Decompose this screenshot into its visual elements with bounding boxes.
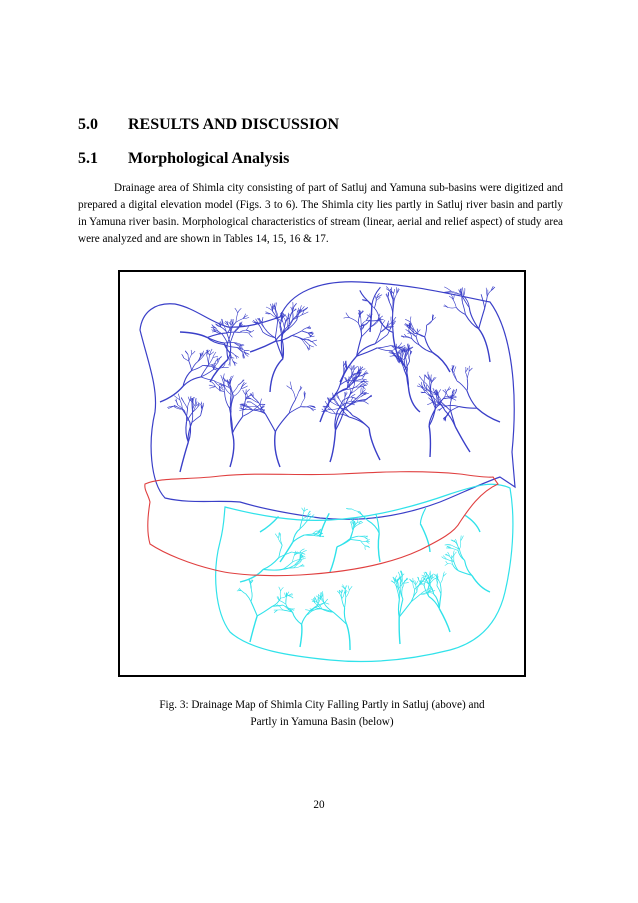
stream-segment — [250, 616, 257, 642]
stream-segment — [479, 308, 485, 329]
stream-segment — [292, 552, 300, 553]
stream-segment — [451, 295, 453, 300]
stream-segment — [398, 343, 402, 347]
stream-segment — [342, 599, 345, 608]
stream-segment — [238, 308, 242, 313]
stream-segment — [408, 387, 420, 412]
stream-segment — [302, 508, 304, 512]
stream-segment — [427, 402, 433, 405]
stream-segment — [332, 385, 340, 398]
stream-segment — [425, 325, 427, 337]
stream-segment — [260, 399, 262, 405]
stream-segment — [349, 586, 352, 590]
basin-divide-line — [145, 472, 498, 576]
subsection-number: 5.1 — [78, 150, 98, 167]
stream-segment — [263, 558, 279, 570]
stream-segment — [418, 330, 420, 333]
stream-segment — [335, 400, 340, 408]
figure-caption — [118, 697, 526, 731]
stream-segment — [249, 333, 253, 337]
stream-segment — [189, 361, 192, 371]
stream-segment — [230, 433, 234, 467]
figure-caption-line-1: Fig. 3: Drainage Map of Shimla City Falling Partly in Satluj (above) and — [159, 699, 485, 711]
stream-segment — [431, 375, 432, 382]
stream-segment — [240, 332, 249, 333]
stream-segment — [180, 442, 188, 472]
stream-segment — [302, 328, 307, 331]
stream-segment — [469, 368, 472, 371]
stream-segment — [350, 318, 359, 323]
stream-segment — [467, 379, 468, 391]
stream-segment — [246, 327, 248, 331]
body-paragraph: Drainage area of Shimla city consisting of part of Satluj and Yamuna sub-basins were digitized and prepared a digital elevation model (Figs. 3 to 6). The Shimla city lies partly in Satluj river basin and partly in Yamuna river basin. Morphological characteristics of stream (linear, aerial and relief aspect) of study area were analyzed and are shown in Tables 14, 15, 16 & 17. — [78, 182, 563, 245]
stream-segment — [390, 356, 394, 357]
stream-segment — [182, 355, 183, 358]
stream-segment — [403, 579, 407, 583]
stream-segment — [257, 606, 272, 616]
stream-segment — [462, 287, 463, 296]
stream-segment — [210, 359, 228, 382]
stream-segment — [270, 359, 283, 392]
stream-segment — [251, 590, 252, 601]
stream-segment — [309, 333, 311, 336]
stream-segment — [235, 355, 239, 358]
stream-segment — [275, 534, 278, 538]
satluj-stream-network — [160, 286, 500, 472]
section-title: RESULTS AND DISCUSSION — [128, 116, 340, 133]
stream-segment — [308, 339, 311, 342]
stream-segment — [377, 346, 390, 348]
stream-segment — [278, 533, 279, 538]
stream-segment — [183, 371, 192, 387]
stream-segment — [446, 561, 448, 564]
stream-segment — [361, 388, 362, 394]
stream-segment — [293, 612, 302, 624]
yamuna-stream-network — [237, 508, 490, 651]
stream-segment — [209, 385, 216, 387]
stream-segment — [410, 355, 411, 361]
stream-segment — [292, 331, 302, 336]
stream-segment — [377, 348, 391, 351]
stream-segment — [275, 432, 280, 467]
page-number: 20 — [313, 799, 325, 811]
stream-segment — [464, 288, 465, 296]
stream-segment — [347, 624, 350, 650]
stream-segment — [188, 354, 189, 361]
stream-segment — [251, 601, 257, 616]
stream-segment — [281, 587, 284, 591]
stream-segment — [404, 334, 406, 337]
stream-segment — [350, 539, 360, 540]
stream-segment — [360, 290, 372, 304]
stream-segment — [438, 402, 445, 410]
stream-segment — [354, 394, 362, 401]
stream-segment — [243, 390, 246, 395]
stream-segment — [448, 405, 459, 406]
stream-segment — [246, 594, 251, 602]
stream-segment — [191, 350, 192, 355]
stream-segment — [409, 579, 413, 583]
stream-segment — [394, 289, 395, 294]
stream-segment — [251, 399, 259, 403]
stream-segment — [286, 597, 287, 605]
stream-segment — [217, 358, 218, 363]
stream-segment — [351, 394, 355, 397]
stream-segment — [477, 408, 500, 422]
stream-segment — [362, 375, 365, 379]
stream-segment — [392, 314, 393, 333]
stream-segment — [312, 342, 317, 346]
stream-segment — [296, 392, 299, 400]
stream-segment — [428, 585, 429, 596]
stream-segment — [235, 308, 238, 313]
stream-segment — [416, 581, 418, 585]
stream-segment — [249, 330, 254, 333]
stream-segment — [438, 389, 441, 393]
stream-segment — [232, 416, 242, 433]
stream-segment — [330, 430, 336, 462]
stream-segment — [444, 287, 451, 291]
stream-segment — [263, 569, 283, 570]
stream-segment — [192, 351, 196, 354]
stream-segment — [399, 617, 400, 644]
drainage-map — [120, 272, 524, 675]
stream-segment — [225, 392, 230, 409]
stream-segment — [352, 509, 360, 512]
stream-segment — [292, 336, 302, 340]
stream-segment — [433, 353, 450, 373]
stream-segment — [304, 509, 308, 511]
stream-segment — [292, 389, 296, 399]
stream-segment — [417, 329, 418, 332]
stream-segment — [280, 591, 281, 598]
stream-segment — [456, 427, 471, 452]
stream-segment — [378, 533, 380, 562]
stream-segment — [184, 358, 189, 361]
stream-segment — [203, 352, 206, 356]
section-number: 5.0 — [78, 116, 98, 133]
stream-segment — [330, 547, 337, 572]
stream-segment — [454, 367, 456, 373]
stream-segment — [275, 413, 289, 431]
stream-segment — [325, 599, 328, 603]
stream-segment — [369, 428, 380, 460]
stream-segment — [382, 320, 385, 324]
stream-segment — [325, 603, 330, 605]
stream-segment — [332, 389, 346, 398]
stream-segment — [429, 426, 430, 457]
stream-segment — [459, 549, 464, 560]
stream-segment — [260, 516, 279, 532]
stream-segment — [445, 564, 448, 566]
stream-segment — [315, 609, 322, 610]
stream-segment — [467, 391, 477, 408]
stream-segment — [465, 515, 480, 532]
stream-segment — [459, 541, 460, 549]
stream-segment — [355, 401, 363, 402]
stream-segment — [275, 321, 277, 337]
stream-segment — [249, 406, 257, 407]
stream-segment — [362, 379, 367, 380]
stream-segment — [345, 597, 346, 608]
stream-segment — [466, 372, 468, 379]
stream-segment — [207, 355, 209, 365]
stream-segment — [420, 508, 425, 524]
stream-segment — [309, 333, 314, 334]
stream-segment — [234, 389, 241, 397]
stream-segment — [451, 548, 458, 550]
stream-segment — [283, 322, 285, 328]
stream-segment — [410, 317, 411, 323]
stream-segment — [348, 586, 349, 591]
stream-segment — [457, 381, 467, 391]
stream-segment — [374, 308, 379, 320]
stream-segment — [405, 319, 410, 322]
stream-segment — [428, 571, 430, 576]
stream-segment — [485, 297, 488, 309]
stream-segment — [213, 356, 218, 357]
stream-segment — [351, 397, 356, 399]
stream-segment — [251, 402, 257, 406]
stream-segment — [370, 305, 372, 332]
stream-segment — [302, 307, 308, 311]
figure-caption-line-2: Partly in Yamuna Basin (below) — [250, 716, 394, 728]
stream-segment — [300, 559, 306, 560]
stream-segment — [272, 598, 280, 606]
stream-segment — [250, 341, 275, 352]
stream-segment — [288, 596, 293, 599]
stream-segment — [288, 318, 289, 328]
stream-segment — [424, 375, 425, 382]
stream-segment — [342, 593, 344, 598]
stream-segment — [293, 529, 300, 542]
stream-segment — [418, 577, 419, 581]
stream-segment — [320, 513, 329, 537]
subsection-heading — [78, 150, 289, 168]
stream-segment — [242, 591, 246, 594]
stream-segment — [304, 535, 314, 536]
stream-segment — [437, 586, 441, 594]
stream-segment — [185, 351, 188, 355]
stream-segment — [210, 387, 216, 389]
stream-segment — [346, 313, 350, 318]
stream-segment — [245, 410, 253, 411]
satluj-basin-outline — [140, 282, 515, 520]
stream-segment — [203, 403, 204, 408]
stream-segment — [344, 398, 345, 406]
stream-segment — [247, 393, 248, 397]
stream-segment — [291, 307, 293, 312]
stream-segment — [439, 609, 450, 632]
stream-segment — [419, 376, 424, 382]
stream-segment — [229, 361, 230, 365]
stream-segment — [221, 375, 223, 381]
stream-segment — [262, 317, 263, 322]
stream-segment — [365, 546, 370, 548]
subsection-title: Morphological Analysis — [128, 150, 290, 167]
stream-segment — [354, 366, 358, 370]
stream-segment — [362, 386, 363, 393]
stream-segment — [189, 355, 192, 362]
stream-segment — [302, 612, 310, 624]
stream-segment — [180, 332, 207, 338]
stream-segment — [192, 416, 201, 423]
stream-segment — [312, 340, 317, 341]
stream-segment — [428, 576, 429, 584]
stream-segment — [234, 327, 239, 332]
stream-segment — [344, 317, 350, 318]
stream-segment — [247, 395, 251, 397]
stream-segment — [454, 552, 457, 555]
stream-segment — [459, 407, 477, 409]
drainage-map-figure — [118, 270, 526, 677]
stream-segment — [361, 318, 362, 326]
stream-segment — [236, 313, 238, 322]
stream-segment — [472, 575, 490, 592]
stream-segment — [246, 330, 251, 332]
stream-segment — [363, 401, 368, 404]
stream-segment — [375, 334, 388, 343]
stream-segment — [366, 396, 372, 400]
stream-segment — [243, 410, 254, 417]
stream-segment — [429, 592, 434, 593]
stream-segment — [184, 402, 188, 409]
stream-segment — [487, 290, 488, 297]
stream-segment — [445, 411, 456, 428]
stream-segment — [211, 363, 216, 365]
stream-segment — [279, 587, 281, 591]
stream-segment — [351, 398, 353, 402]
stream-segment — [222, 334, 228, 344]
stream-segment — [394, 294, 397, 302]
stream-segment — [300, 624, 302, 647]
stream-segment — [450, 407, 459, 412]
stream-segment — [265, 414, 275, 432]
stream-segment — [232, 385, 238, 394]
stream-segment — [479, 329, 490, 362]
section-heading — [78, 116, 339, 134]
stream-segment — [398, 600, 399, 617]
stream-segment — [486, 288, 487, 297]
stream-segment — [390, 303, 393, 314]
stream-segment — [440, 577, 443, 584]
stream-segment — [279, 600, 286, 604]
stream-segment — [301, 550, 307, 554]
stream-segment — [448, 307, 456, 308]
stream-segment — [419, 345, 432, 353]
stream-segment — [467, 371, 469, 379]
stream-segment — [453, 300, 456, 308]
stream-segment — [301, 398, 305, 407]
stream-segment — [448, 564, 453, 565]
stream-segment — [346, 590, 350, 597]
stream-segment — [188, 397, 190, 401]
stream-segment — [188, 401, 190, 409]
stream-segment — [352, 366, 353, 370]
